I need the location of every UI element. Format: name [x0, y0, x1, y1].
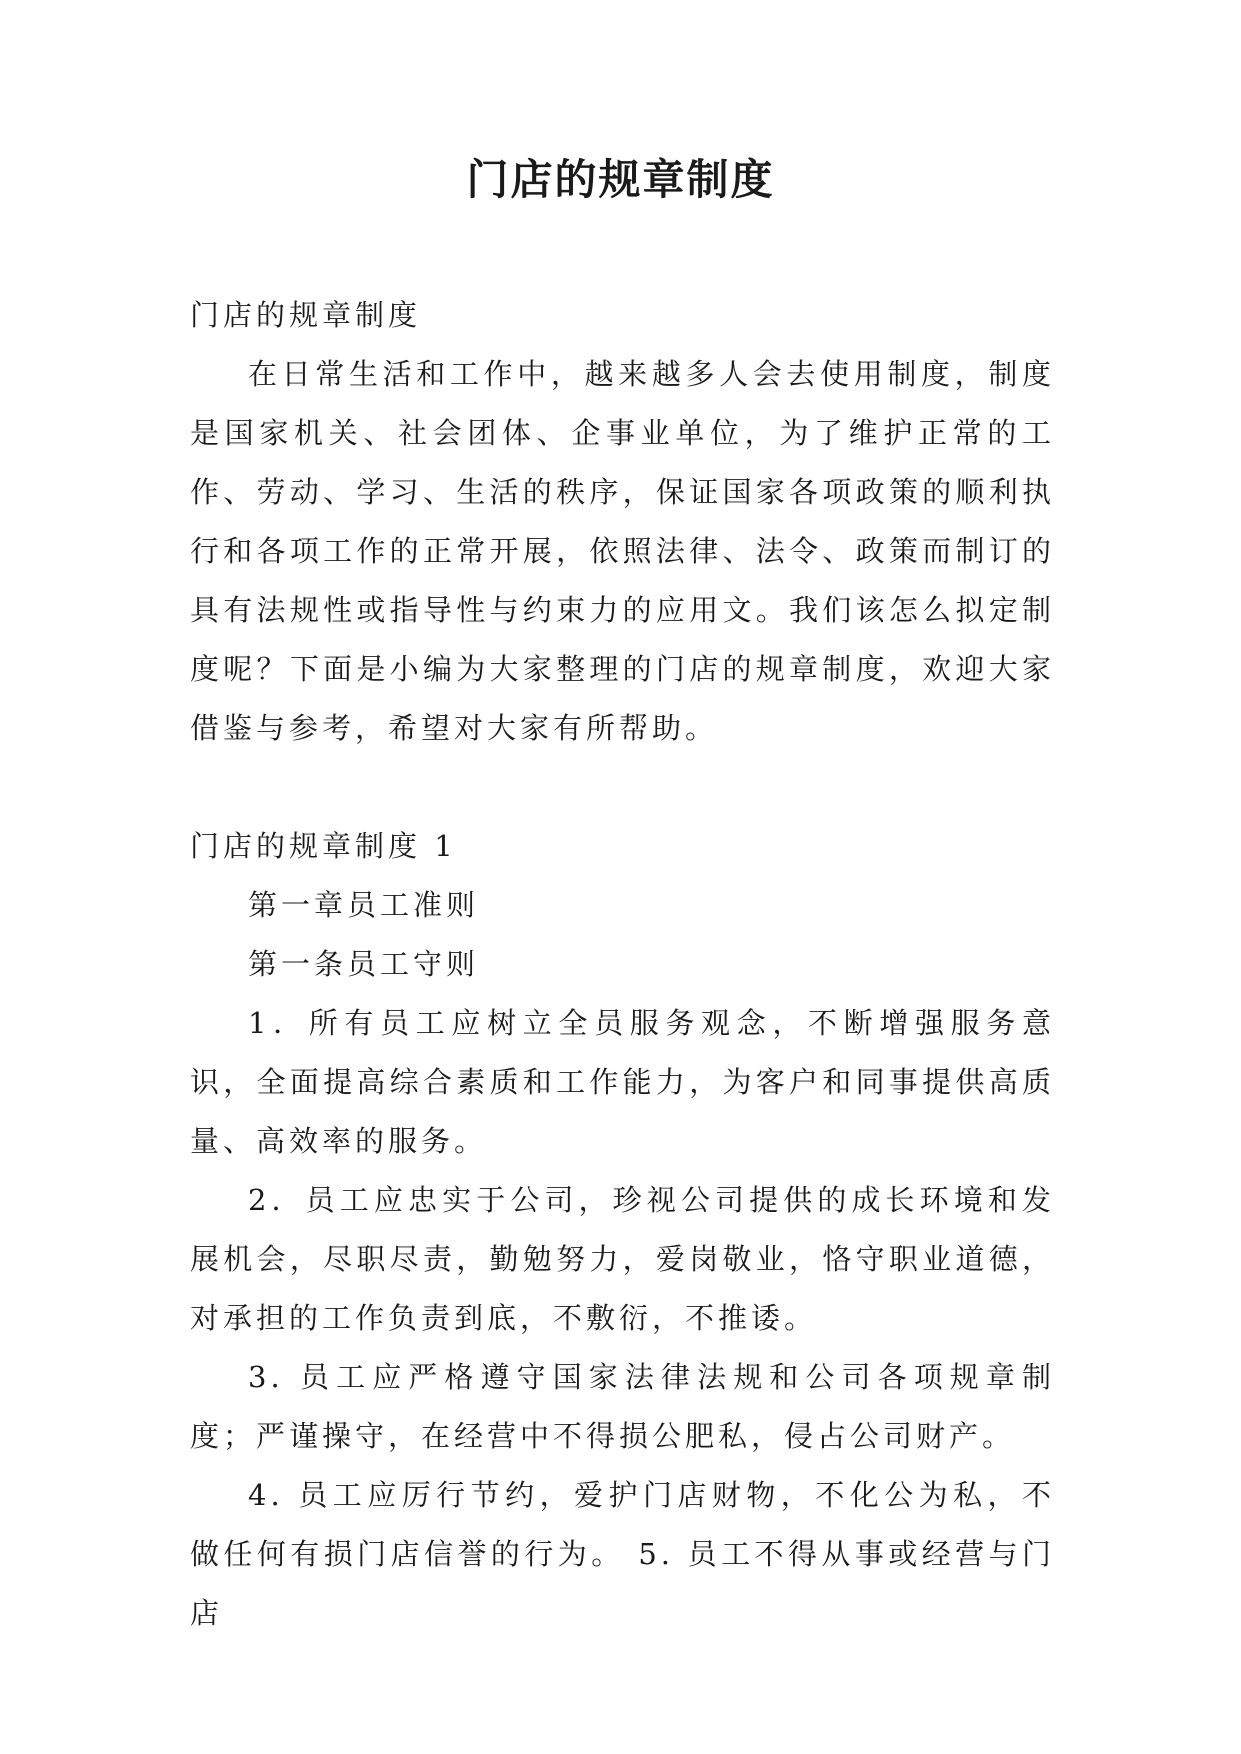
document-title: 门店的规章制度	[466, 155, 775, 204]
section-heading-1: 门店的规章制度 1	[190, 829, 457, 863]
document-body	[190, 286, 1055, 1643]
article-heading: 第一条员工守则	[248, 947, 480, 981]
section-heading-intro: 门店的规章制度	[190, 298, 422, 332]
rule-item-3: 3. 员工应严格遵守国家法律法规和公司各项规章制度；严谨操守，在经营中不得损公肥私，侵占公司财产。	[190, 1360, 1055, 1453]
paragraph-spacer	[190, 758, 1055, 817]
rule-item-4: 4. 员工应厉行节约，爱护门店财物，不化公为私，不做任何有损门店信誉的行为。 5. 员工不得从事或经营与门店	[190, 1478, 1055, 1630]
chapter-heading: 第一章员工准则	[248, 888, 480, 922]
rule-item-2: 2．员工应忠实于公司，珍视公司提供的成长环境和发展机会，尽职尽责，勤勉努力，爱岗敬业，恪守职业道德，对承担的工作负责到底，不敷衍，不推诿。	[190, 1183, 1055, 1335]
intro-paragraph: 在日常生活和工作中，越来越多人会去使用制度，制度是国家机关、社会团体、企事业单位，为了维护正常的工作、劳动、学习、生活的秩序，保证国家各项政策的顺利执行和各项工作的正常开展，依照法律、法令、政策而制订的具有法规性或指导性与约束力的应用文。我们该怎么拟定制度呢？下面是小编为大家整理的门店的规章制度，欢迎大家借鉴与参考，希望对大家有所帮助。	[190, 357, 1055, 745]
rule-item-1: 1．所有员工应树立全员服务观念，不断增强服务意识，全面提高综合素质和工作能力，为客户和同事提供高质量、高效率的服务。	[190, 1006, 1055, 1158]
